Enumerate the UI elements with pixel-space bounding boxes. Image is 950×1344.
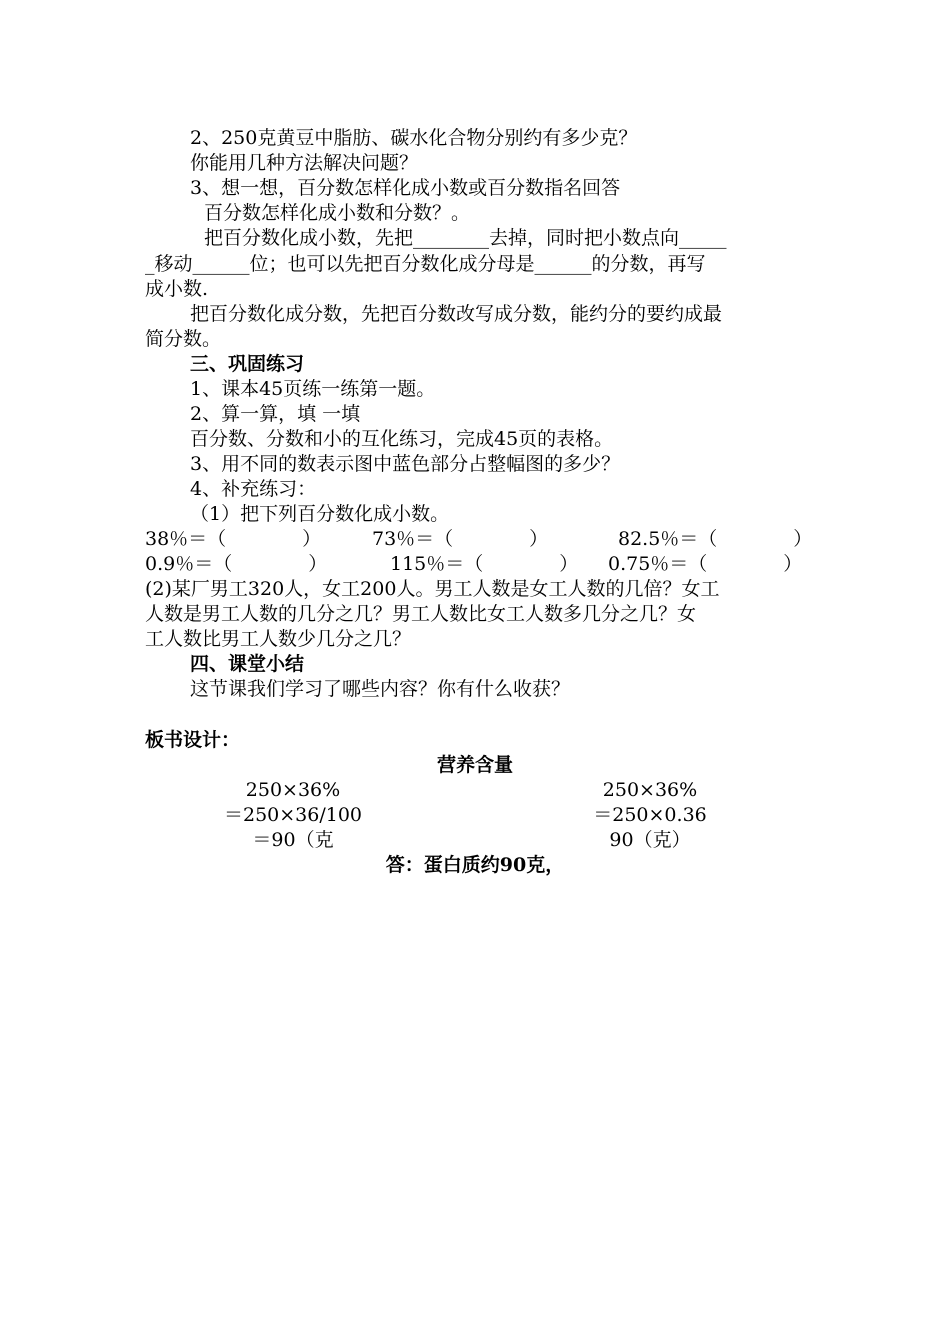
rule-fraction-line-2: 简分数。 — [145, 328, 222, 350]
board-title: 营养含量 — [436, 754, 513, 776]
rule-decimal-line-1: 把百分数化成小数，先把________去掉，同时把小数点向_____ — [204, 227, 727, 249]
board-left-line-1: 250×36% — [245, 779, 341, 801]
practice-item-3: 3、用不同的数表示图中蓝色部分占整幅图的多少？ — [190, 453, 621, 475]
rule-fraction-line-1: 把百分数化成分数，先把百分数改写成分数，能约分的要约成最 — [190, 303, 723, 325]
word-problem-line-1: (2)某厂男工320人，女工200人。男工人数是女工人数的几倍？女工 — [145, 578, 720, 600]
practice-item-2: 2、算一算，填 一填 — [190, 403, 361, 425]
board-left-line-2: ＝250×36/100 — [223, 804, 363, 826]
question-2: 2、250克黄豆中脂肪、碳水化合物分别约有多少克？ — [190, 127, 638, 149]
exercise-cell: 0.75％＝（ ） — [608, 553, 803, 575]
practice-item-4-sub-1: （1）把下列百分数化成小数。 — [190, 503, 450, 525]
rule-decimal-line-3: 成小数. — [145, 278, 209, 300]
practice-item-2-desc: 百分数、分数和小的互化练习，完成45页的表格。 — [190, 428, 614, 450]
exercise-cell: 115％＝（ ） — [390, 553, 579, 575]
exercise-cell: 38％＝（ ） — [145, 528, 322, 550]
section-3-heading: 三、巩固练习 — [190, 353, 305, 375]
practice-item-1: 1、课本45页练一练第一题。 — [190, 378, 436, 400]
board-right-line-3: 90（克） — [609, 829, 691, 851]
exercise-cell: 0.9％＝（ ） — [145, 553, 328, 575]
board-left-line-3: ＝90（克 — [252, 829, 334, 851]
board-answer: 答：蛋白质约90克， — [385, 854, 565, 876]
summary-text: 这节课我们学习了哪些内容？你有什么收获？ — [190, 678, 571, 700]
practice-item-4: 4、补充练习： — [190, 478, 317, 500]
board-heading: 板书设计： — [145, 729, 241, 751]
word-problem-line-2: 人数是男工人数的几分之几？男工人数比女工人数多几分之几？女 — [145, 603, 697, 625]
board-right-line-2: ＝250×0.36 — [593, 804, 707, 826]
board-right-line-1: 250×36% — [602, 779, 698, 801]
word-problem-line-3: 工人数比男工人数少几分之几？ — [145, 628, 412, 650]
section-4-heading: 四、课堂小结 — [190, 653, 305, 675]
rule-decimal-line-2: _移动______位；也可以先把百分数化成分母是______的分数，再写 — [145, 253, 706, 275]
question-2-methods: 你能用几种方法解决问题？ — [190, 152, 419, 174]
question-3-prompt: 百分数怎样化成小数和分数？。 — [204, 202, 471, 224]
question-3: 3、想一想，百分数怎样化成小数或百分数指名回答 — [190, 177, 621, 199]
exercise-cell: 73％＝（ ） — [372, 528, 549, 550]
exercise-cell: 82.5％＝（ ） — [618, 528, 813, 550]
